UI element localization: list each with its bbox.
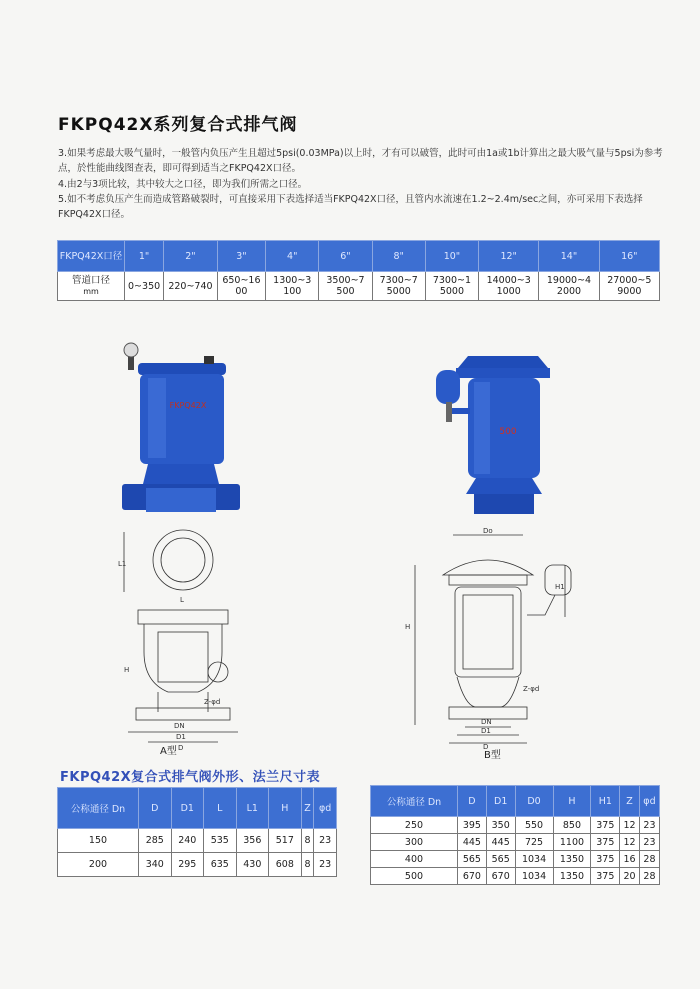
dim-h1: H1	[555, 583, 565, 591]
flow-cell-text: 7300~75000	[379, 275, 418, 297]
size-cell: 1"	[125, 241, 164, 272]
cell: 550	[515, 817, 553, 834]
valve-b-marking: 500	[499, 427, 517, 437]
header-cell: H1	[591, 786, 620, 817]
dimension-table-b	[370, 785, 660, 885]
dim-l1: L1	[118, 560, 127, 568]
cell: 250	[371, 817, 458, 834]
header-cell: D0	[515, 786, 553, 817]
cell: 300	[371, 834, 458, 851]
size-cell: 10"	[425, 241, 478, 272]
cell: 565	[458, 851, 487, 868]
dim-do: Do	[483, 527, 493, 535]
header-cell: D1	[171, 788, 204, 829]
cell: 295	[171, 853, 204, 877]
flow-cell: 220~740	[164, 272, 217, 301]
cell: 1100	[553, 834, 591, 851]
cell: 285	[139, 829, 172, 853]
cell: 8	[301, 853, 314, 877]
size-cell: 12"	[479, 241, 539, 272]
table-a-header	[58, 788, 337, 829]
cell: 1350	[553, 851, 591, 868]
flow-cell	[266, 272, 319, 301]
cell: 670	[486, 868, 515, 885]
size-header-row	[58, 241, 660, 272]
cell: 430	[236, 853, 269, 877]
flow-cell-text: 14000~31000	[486, 275, 531, 297]
valve-photo-b	[430, 338, 570, 520]
cell: 635	[204, 853, 237, 877]
flow-cell	[599, 272, 659, 301]
dim-h: H	[124, 666, 130, 674]
cell: 850	[553, 817, 591, 834]
size-selection-table	[57, 240, 660, 301]
table-row	[371, 834, 660, 851]
flow-cell-text: 27000~59000	[607, 275, 652, 297]
cell: 1034	[515, 868, 553, 885]
size-cell: 3"	[217, 241, 265, 272]
table-row	[371, 817, 660, 834]
cell: 608	[269, 853, 302, 877]
cell: 1350	[553, 868, 591, 885]
cell: 350	[486, 817, 515, 834]
cell: 517	[269, 829, 302, 853]
table-row	[58, 829, 337, 853]
header-cell: L1	[236, 788, 269, 829]
cell: 535	[204, 829, 237, 853]
paragraph-5: 5.如不考虑负压产生而造成管路破裂时，可直接采用下表选择适当FKPQ42X口径，且管内水流速在1.2~2.4m/sec之间，亦可采用下表选择FKPQ42X口径。	[58, 194, 643, 220]
dim-z: Z-φd	[204, 698, 221, 706]
flow-cell	[425, 272, 478, 301]
cell: 23	[314, 829, 337, 853]
size-cell: 14"	[539, 241, 599, 272]
dim-d1: D1	[176, 733, 186, 741]
cell: 8	[301, 829, 314, 853]
header-cell: D	[458, 786, 487, 817]
cell: 1034	[515, 851, 553, 868]
cell: 340	[139, 853, 172, 877]
cell: 12	[620, 834, 640, 851]
header-cell: 公称通径 Dn	[58, 788, 139, 829]
flow-row	[58, 272, 660, 301]
flow-cell-text: 19000~42000	[546, 275, 592, 297]
cell: 12	[620, 817, 640, 834]
cell: 240	[171, 829, 204, 853]
cell: 23	[639, 817, 659, 834]
diagram-b-caption: B型	[484, 750, 501, 761]
cell: 23	[639, 834, 659, 851]
paragraph-4: 4.由2与3项比较，其中较大之口径，即为我们所需之口径。	[58, 179, 308, 190]
flow-cell	[372, 272, 425, 301]
valve-photo-a	[118, 338, 248, 520]
cell: 445	[486, 834, 515, 851]
diagram-a-caption: A型	[160, 746, 177, 757]
size-cell: 8"	[372, 241, 425, 272]
header-cell: H	[553, 786, 591, 817]
cell: 16	[620, 851, 640, 868]
flow-cell	[319, 272, 372, 301]
header-cell: 公称通径 Dn	[371, 786, 458, 817]
header-cell: H	[269, 788, 302, 829]
flow-cell-text: 1300~3100	[273, 275, 312, 297]
flow-cell: 0~350	[125, 272, 164, 301]
header-cell: D1	[486, 786, 515, 817]
cell: 356	[236, 829, 269, 853]
page-title: FKPQ42X系列复合式排气阀	[58, 115, 298, 135]
header-cell: φd	[639, 786, 659, 817]
size-cell: 2"	[164, 241, 217, 272]
table-row	[371, 868, 660, 885]
header-cell: Z	[301, 788, 314, 829]
cell: 670	[458, 868, 487, 885]
size-cell: 6"	[319, 241, 372, 272]
dim-z-b: Z-φd	[523, 685, 540, 693]
header-cell: L	[204, 788, 237, 829]
size-cell: 4"	[266, 241, 319, 272]
flow-row-label-main: 管道口径	[71, 275, 110, 286]
table-row	[58, 853, 337, 877]
cell: 200	[58, 853, 139, 877]
section-subtitle: FKPQ42X复合式排气阀外形、法兰尺寸表	[60, 770, 321, 785]
diagram-b	[405, 525, 575, 750]
flow-cell	[479, 272, 539, 301]
header-cell: φd	[314, 788, 337, 829]
cell: 565	[486, 851, 515, 868]
dim-h-b: H	[405, 623, 411, 631]
dim-d: D	[178, 744, 184, 752]
cell: 500	[371, 868, 458, 885]
dim-dn-b: DN	[481, 718, 492, 726]
dim-d-b: D	[483, 743, 489, 750]
dim-dn: DN	[174, 722, 185, 730]
cell: 20	[620, 868, 640, 885]
valve-a-marking: FKPQ42X	[169, 401, 207, 410]
cell: 375	[591, 868, 620, 885]
size-cell: 16"	[599, 241, 659, 272]
cell: 150	[58, 829, 139, 853]
cell: 445	[458, 834, 487, 851]
dim-d1-b: D1	[481, 727, 491, 735]
diagram-a	[118, 522, 248, 762]
flow-cell-text: 650~1600	[222, 275, 261, 297]
flow-row-label	[58, 272, 125, 301]
flow-cell	[539, 272, 599, 301]
cell: 725	[515, 834, 553, 851]
table-b-header	[371, 786, 660, 817]
table-row	[371, 851, 660, 868]
flow-cell-text: 3500~7500	[326, 275, 365, 297]
cell: 375	[591, 851, 620, 868]
paragraph-3: 3.如果考虑最大吸气量时，一般管内负压产生且超过5psi(0.03MPa)以上时，才有可以破管，此时可由1a或1b计算出之最大吸气量与5psi为参考点，於性能曲线图查表，即可得到适当之FKPQ42X口径。	[58, 148, 663, 174]
header-cell: Z	[620, 786, 640, 817]
cell: 28	[639, 868, 659, 885]
dim-l: L	[180, 596, 184, 604]
dimension-table-a	[57, 787, 337, 877]
flow-cell	[217, 272, 265, 301]
cell: 375	[591, 817, 620, 834]
cell: 28	[639, 851, 659, 868]
size-header-label: FKPQ42X口径	[58, 241, 125, 272]
cell: 23	[314, 853, 337, 877]
flow-row-label-unit: mm	[83, 287, 99, 296]
header-cell: D	[139, 788, 172, 829]
cell: 395	[458, 817, 487, 834]
flow-cell-text: 7300~15000	[432, 275, 472, 297]
cell: 375	[591, 834, 620, 851]
cell: 400	[371, 851, 458, 868]
